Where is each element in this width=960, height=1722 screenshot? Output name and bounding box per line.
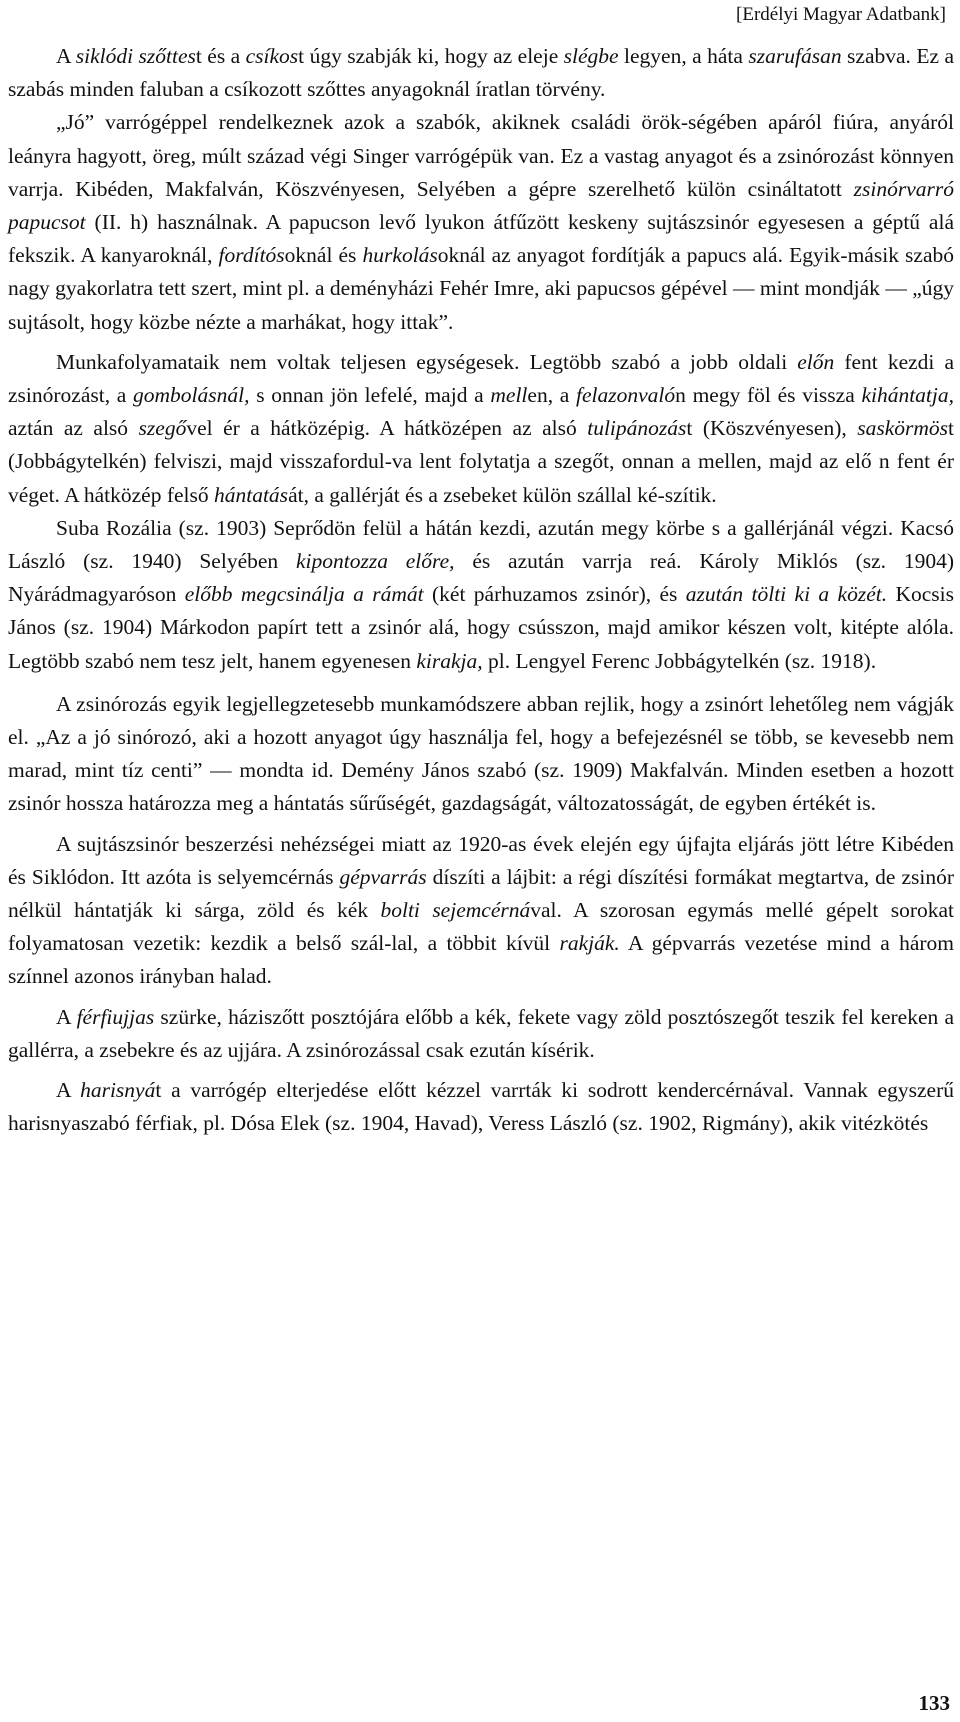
- italic-term: gombolásnál,: [133, 383, 250, 408]
- text-run: díszíti a lájbit: a régi díszítési formákat megtartva, de zsinór nélkül hántatják ki sárga, zöld és kék: [8, 864, 954, 923]
- text-run: pl. Lengyel Ferenc Jobbágytelkén (sz. 1918).: [482, 648, 877, 673]
- italic-term: mell: [490, 383, 528, 408]
- text-run: oknál az anyagot fordítják a papucs alá. Egyik-másik szabó nagy gyakorlatra tett szert, mint pl. a deményházi Fehér Imre, aki papucsos gépével ― mint mondják ― „úgy sujtásolt, hogy közbe nézte a marhákat, hogy ittak”.: [8, 243, 954, 334]
- text-run: (két párhuzamos zsinór), és: [423, 582, 686, 607]
- italic-term: hurkolás: [362, 243, 438, 268]
- italic-term: kihántatja,: [861, 383, 954, 408]
- italic-term: saskörmös: [857, 416, 949, 441]
- italic-term: fordítós: [218, 243, 285, 268]
- italic-term: szegő: [138, 416, 187, 441]
- text-run: fent kezdi a zsinórozást, a: [8, 349, 954, 408]
- paragraph: [8, 346, 954, 512]
- italic-term: kipontozza előre,: [295, 549, 455, 574]
- text-run: t úgy szabják ki, hogy az eleje: [298, 44, 564, 68]
- text-run: oknál és: [284, 243, 363, 268]
- italic-term: gépvarrás: [339, 864, 427, 889]
- text-run: (II. h) használnak. A papucson levő lyukon átfűzött keskeny sujtászsinór egyesesen a géptű alá fekszik. A kanyaroknál,: [8, 210, 954, 268]
- italic-term: szarufásan: [748, 44, 842, 68]
- page-number: 133: [918, 1691, 950, 1715]
- text-run: s onnan jön lefelé, majd a: [249, 383, 491, 408]
- italic-term: felazonvaló: [576, 383, 676, 408]
- text-run: legyen, a háta: [618, 44, 749, 68]
- text-run: vel ér a hátközépig. A hátközépen az alsó: [186, 416, 588, 441]
- paragraph: [8, 1001, 954, 1067]
- italic-term: tulipánozás: [587, 416, 687, 441]
- paragraph: [8, 1074, 954, 1140]
- italic-term: zsinórvarró papucsot: [8, 176, 954, 235]
- text-run: át, a gallérját és a zsebeket külön szállal ké-szítik.: [288, 482, 717, 507]
- text-run: en, a: [527, 383, 576, 408]
- text-run: „Jó” varrógéppel rendelkeznek azok a szabók, akiknek családi örök-ségében apáról fiúra, anyáról leányra hagyott, öreg, múlt század végi Singer varrógépük van. Ez a vastag anyagot és a zsinórozást könnyen varrja. Kibéden, Makfalván, Köszvényesen, Selyében a gépre szerelhető külön csináltatott: [8, 110, 954, 201]
- text-run: Suba Rozália (sz. 1903) Seprődön felül a hátán kezdi, azután megy körbe s a gallérjánál végzi. Kacsó László (sz. 1940) Selyében: [8, 515, 954, 574]
- paragraph: [8, 512, 954, 678]
- italic-term: rakják.: [559, 931, 620, 956]
- text-run: val. A szorosan egymás mellé gépelt sorokat folyamatosan vezetik: kezdik a belső szál-lal, a többit kívül: [8, 898, 954, 956]
- italic-term: előbb megcsinálja a rámát: [184, 582, 424, 607]
- text-run: t (Köszvényesen),: [686, 416, 858, 441]
- text-run: szabva. Ez a szabás minden faluban a csíkozott szőttes anyagoknál íratlan törvény.: [8, 44, 954, 102]
- italic-term: harisnyá: [80, 1078, 156, 1103]
- body-text: [8, 40, 954, 1141]
- source-header: [Erdélyi Magyar Adatbank]: [736, 4, 946, 25]
- text-run: A: [56, 1078, 81, 1103]
- text-run: t a varrógép elterjedése előtt kézzel varrták ki sodrott kendercérnával. Vannak egyszerű harisnyaszabó férfiak, pl. Dósa Elek (sz. 1904, Havad), Veress László (sz. 1902, Rigmány), akik vitézkötés: [8, 1078, 954, 1136]
- text-run: A: [56, 44, 76, 68]
- text-run: A gépvarrás vezetése mind a három színnel azonos irányban halad.: [8, 931, 954, 989]
- text-run: Munkafolyamataik nem voltak teljesen egységesek. Legtöbb szabó a jobb oldali: [56, 349, 798, 374]
- text-run: aztán az alsó: [8, 416, 139, 441]
- italic-term: hántatás: [213, 482, 289, 507]
- text-run: t és a: [195, 44, 246, 68]
- text-run: szürke, háziszőtt posztójára előbb a kék, fekete vagy zöld posztószegőt teszik fel kereken a gallérra, a zsebekre és az ujjára. A zsinórozással csak ezután kísérik.: [8, 1004, 955, 1062]
- italic-term: siklódi szőttes: [75, 44, 196, 68]
- italic-term: előn: [797, 349, 835, 374]
- italic-term: férfiujjas: [76, 1004, 155, 1029]
- text-run: t (Jobbágytelkén) felviszi, majd visszafordul-va lent folytatja a szegőt, onnan a mellen, majd az elő n fent ér véget. A hátközép felső: [8, 416, 954, 507]
- italic-term: azután tölti ki a közét.: [685, 582, 888, 607]
- italic-term: kirakja,: [416, 648, 483, 673]
- text-run: és azután varrja reá. Károly Miklós (sz. 1904) Nyárádmagyaróson: [8, 549, 954, 607]
- text-run: Kocsis János (sz. 1904) Márkodon papírt tett a zsinór alá, hogy csússzon, majd amikor készen volt, kitépte alóla. Legtöbb szabó nem tesz jelt, hanem egyenesen: [8, 582, 954, 673]
- text-run: A sujtászsinór beszerzési nehézségei miatt az 1920-as évek elején egy újfajta eljárás jött létre Kibéden és Siklódon. Itt azóta is selyemcérnás: [8, 831, 954, 889]
- text-run: A: [56, 1004, 77, 1029]
- paragraph: [8, 40, 954, 106]
- text-run: n megy föl és vissza: [675, 383, 862, 408]
- paragraph: [8, 688, 954, 821]
- italic-term: csíkos: [245, 44, 299, 68]
- paragraph: [8, 106, 954, 338]
- text-run: A zsinórozás egyik legjellegzetesebb munkamódszere abban rejlik, hogy a zsinórt lehetőleg nem vágják el. „Az a jó sinórozó, aki a hozott anyagot úgy használja fel, hogy a befejezésnél se több, se kevesebb nem marad, mint tíz centi” ― mondta id. Demény János szabó (sz. 1909) Makfalván. Minden esetben a hozott zsinór hossza határozza meg a hántatás sűrűségét, gazdagságát, változatosságát, de egyben értékét is.: [8, 691, 954, 816]
- italic-term: slégbe: [563, 44, 619, 68]
- italic-term: bolti sejemcérná: [380, 898, 531, 923]
- paragraph: [8, 828, 954, 994]
